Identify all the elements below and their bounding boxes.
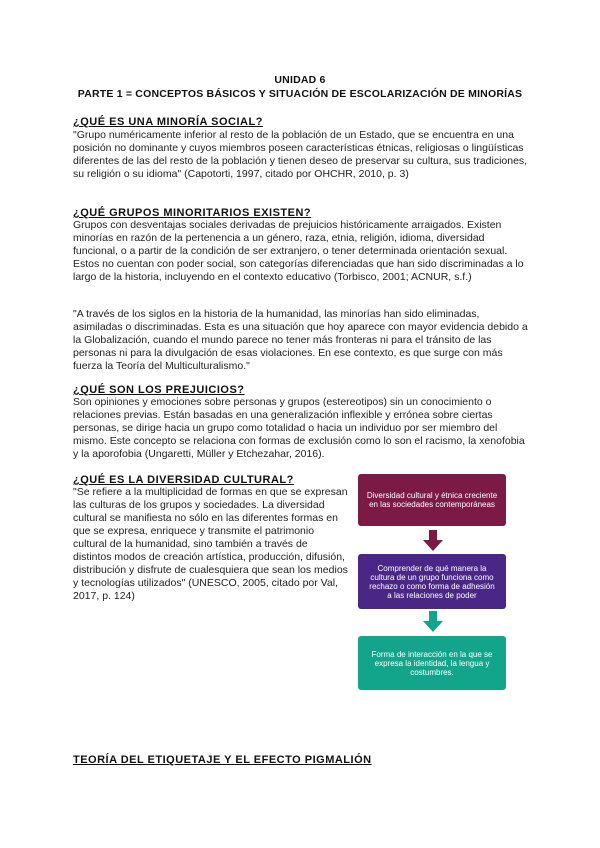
diagram-box-diversidad: Diversidad cultural y étnica creciente en las sociedades contemporáneas (358, 474, 506, 526)
arrow-down-icon (422, 530, 444, 552)
paragraph-grupos-minoritarios: Grupos con desventajas sociales derivadas de prejuicios históricamente arraigados. Existen minorías en razón de la pertenencia a un género, raza, etnia, religión, idioma, diversidad funcional, o a partir de la condición de ser extranjero, o tener determinada orientación sexual. Estos no cuentan con poder social, son categorías diferenciadas que han sido discriminadas a lo largo de la historia, incluyendo en el contexto educativo (Torbisco, 2001; ACNUR, s.f.) (73, 219, 524, 283)
heading-minoria-social: ¿QUÉ ES UNA MINORÍA SOCIAL? (73, 116, 263, 128)
diagram-box-comprender: Comprender de qué manera la cultura de un grupo funciona como rechazo o como forma de adhesión a las relaciones de poder (358, 554, 506, 609)
paragraph-diversidad-cultural: "Se refiere a la multiplicidad de formas en que se expresan las culturas de los grupos y sociedades. La diversidad cultural se manifiesta no sólo en las diferentes formas en que se expresa, enriquece y transmite el patrimonio cultural de la humanidad, sino también a través de distintos modos de creación artística, producción, difusión, distribución y disfrute de cualesquiera que sean los medios y tecnologías utilizados" (UNESCO, 2005, citado por Val, 2017, p. 124) (73, 486, 348, 602)
heading-diversidad-cultural: ¿QUÉ ES LA DIVERSIDAD CULTURAL? (73, 474, 294, 486)
diagram-box-interaccion: Forma de interacción en la que se expresa la identidad, la lengua y costumbres. (358, 636, 506, 690)
part-title: PARTE 1 = CONCEPTOS BÁSICOS Y SITUACIÓN DE ESCOLARIZACIÓN DE MINORÍAS (77, 88, 523, 100)
heading-grupos-minoritarios: ¿QUÉ GRUPOS MINORITARIOS EXISTEN? (73, 207, 312, 219)
arrow-down-icon (422, 611, 444, 633)
unit-title: UNIDAD 6 (274, 74, 326, 86)
paragraph-multiculturalismo-quote: "A través de los siglos en la historia de la humanidad, las minorías han sido eliminadas, asimiladas o discriminadas. Esta es una situación que hoy aparece con mayor evidencia debido a la Globalización, cuando el mundo parece no tener más fronteras ni para el tránsito de las personas ni para la divulgación de esas violaciones. En ese contexto, es que surge con más fuerza la Teoría del Multiculturalismo." (73, 308, 528, 372)
heading-teoria-etiquetaje: TEORÍA DEL ETIQUETAJE Y EL EFECTO PIGMALIÓN (73, 754, 372, 766)
paragraph-minoria-social: "Grupo numéricamente inferior al resto de la población de un Estado, que se encuentra en una posición no dominante y cuyos miembros poseen características étnicas, religiosas o lingüísticas diferentes de las del resto de la población y tienen deseo de preservar su cultura, sus tradiciones, su religión o su idioma" (Capotorti, 1997, citado por OHCHR, 2010, p. 3) (73, 129, 528, 180)
heading-prejuicios: ¿QUÉ SON LOS PREJUICIOS? (73, 384, 245, 396)
paragraph-prejuicios: Son opiniones y emociones sobre personas y grupos (estereotipos) sin un conocimiento o relaciones previas. Están basadas en una generalización inflexible y errónea sobre ciertas personas, se dirige hacia un grupo como totalidad o hacia un individuo por ser miembro del mismo. Este concepto se relaciona con formas de exclusión como lo son el racismo, la xenofobia y la aporofobia (Ungaretti, Müller y Etchezahar, 2016). (73, 396, 525, 460)
